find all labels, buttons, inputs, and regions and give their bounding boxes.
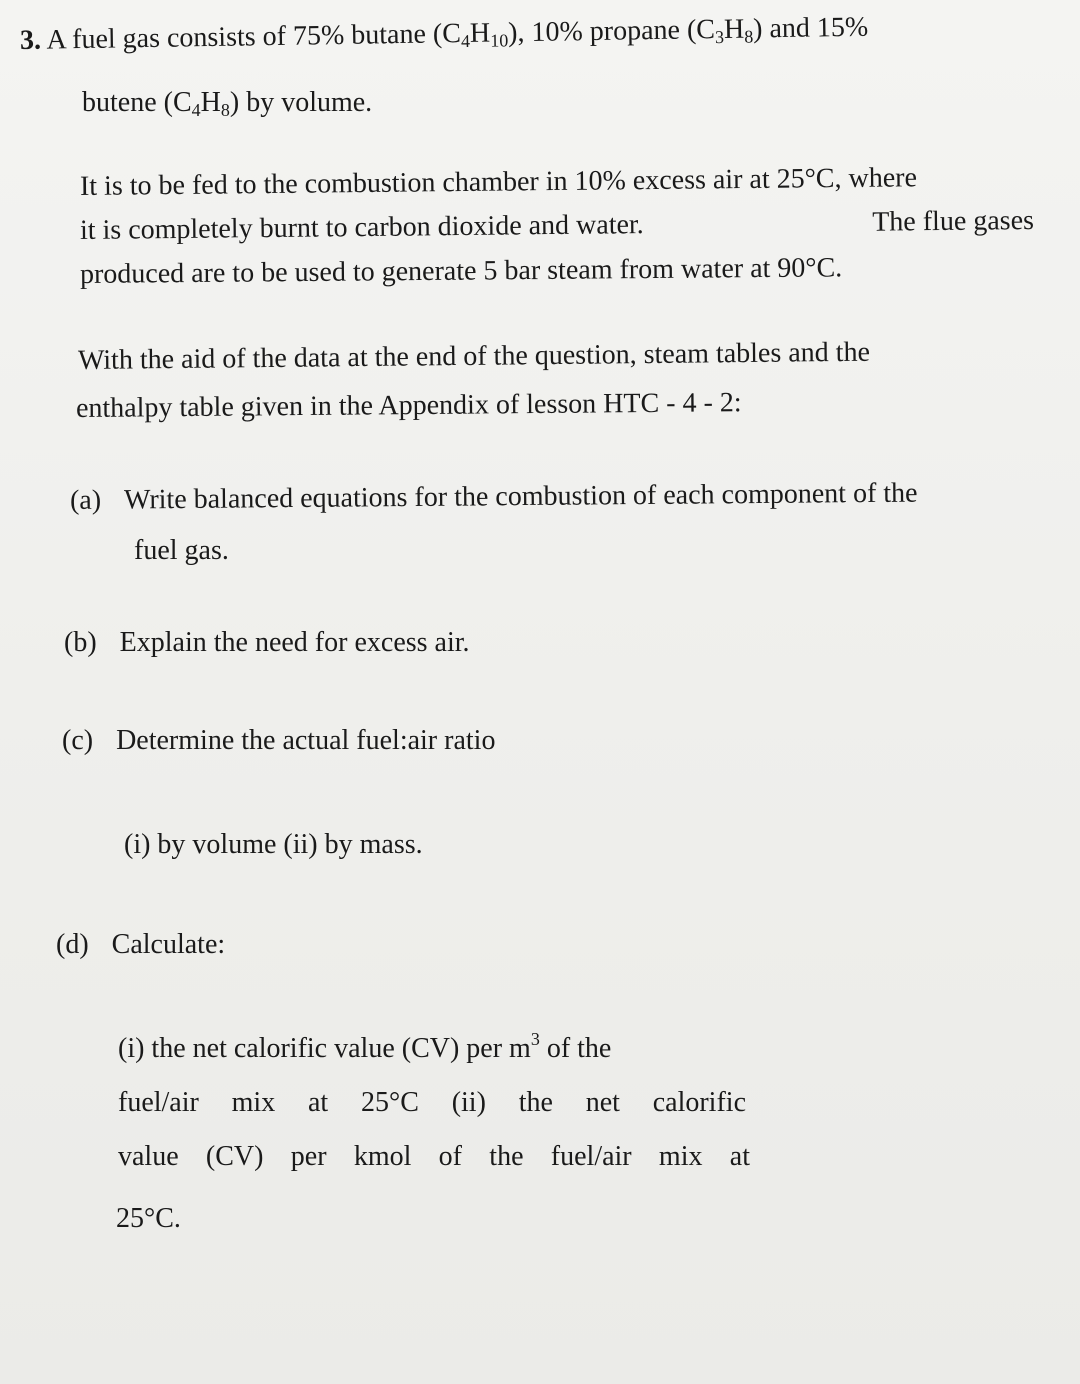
para3-line-1: With the aid of the data at the end of the question, steam tables and the xyxy=(77,336,871,376)
part-c-label: (c) xyxy=(62,725,94,756)
part-c-line-1: (c) Determine the actual fuel:air ratio xyxy=(62,725,496,756)
intro-text: A fuel gas consists of 75% butane $(C_4H_{10})$, 10% propane $(C_3H_8)$ and 15% xyxy=(46,11,869,56)
para3-line-2: enthalpy table given in the Appendix of lesson HTC - 4 - 2: xyxy=(75,387,742,424)
part-d-sub-line-3: value (CV) per kmol of the fuel/air mix at xyxy=(118,1141,750,1172)
para2-line-3: produced are to be used to generate 5 bar steam from water at 90°C. xyxy=(79,252,843,290)
part-b-line-1: (b) Explain the need for excess air. xyxy=(64,627,470,658)
part-d-sub-line-1: (i) the net calorific value (CV) per $m^3$ of the xyxy=(118,1029,612,1064)
question-number: 3. xyxy=(19,24,42,56)
part-a-label: (a) xyxy=(69,484,102,516)
part-b-label: (b) xyxy=(64,627,97,658)
para2-line-2: it is completely burnt to carbon dioxide and water. The flue gases xyxy=(79,205,1035,246)
para2-line-1: It is to be fed to the combustion chamber in 10% excess air at 25°C, where xyxy=(79,162,918,202)
part-d-sub-line-2: fuel/air mix at 25°C (ii) the net calorific xyxy=(118,1087,746,1118)
part-d-sub-line-4: 25°C. xyxy=(116,1203,181,1234)
part-d-line-1: (d) Calculate: xyxy=(56,929,226,960)
part-c-sub: (i) by volume (ii) by mass. xyxy=(124,829,423,860)
question-line-1 xyxy=(20,11,869,58)
part-a-line-1: (a) Write balanced equations for the combustion of each component of the xyxy=(69,477,918,516)
part-a-line-2: fuel gas. xyxy=(134,535,229,566)
part-d-label: (d) xyxy=(56,929,89,960)
question-line-2: butene $(C_4H_8)$ by volume. xyxy=(82,87,373,120)
